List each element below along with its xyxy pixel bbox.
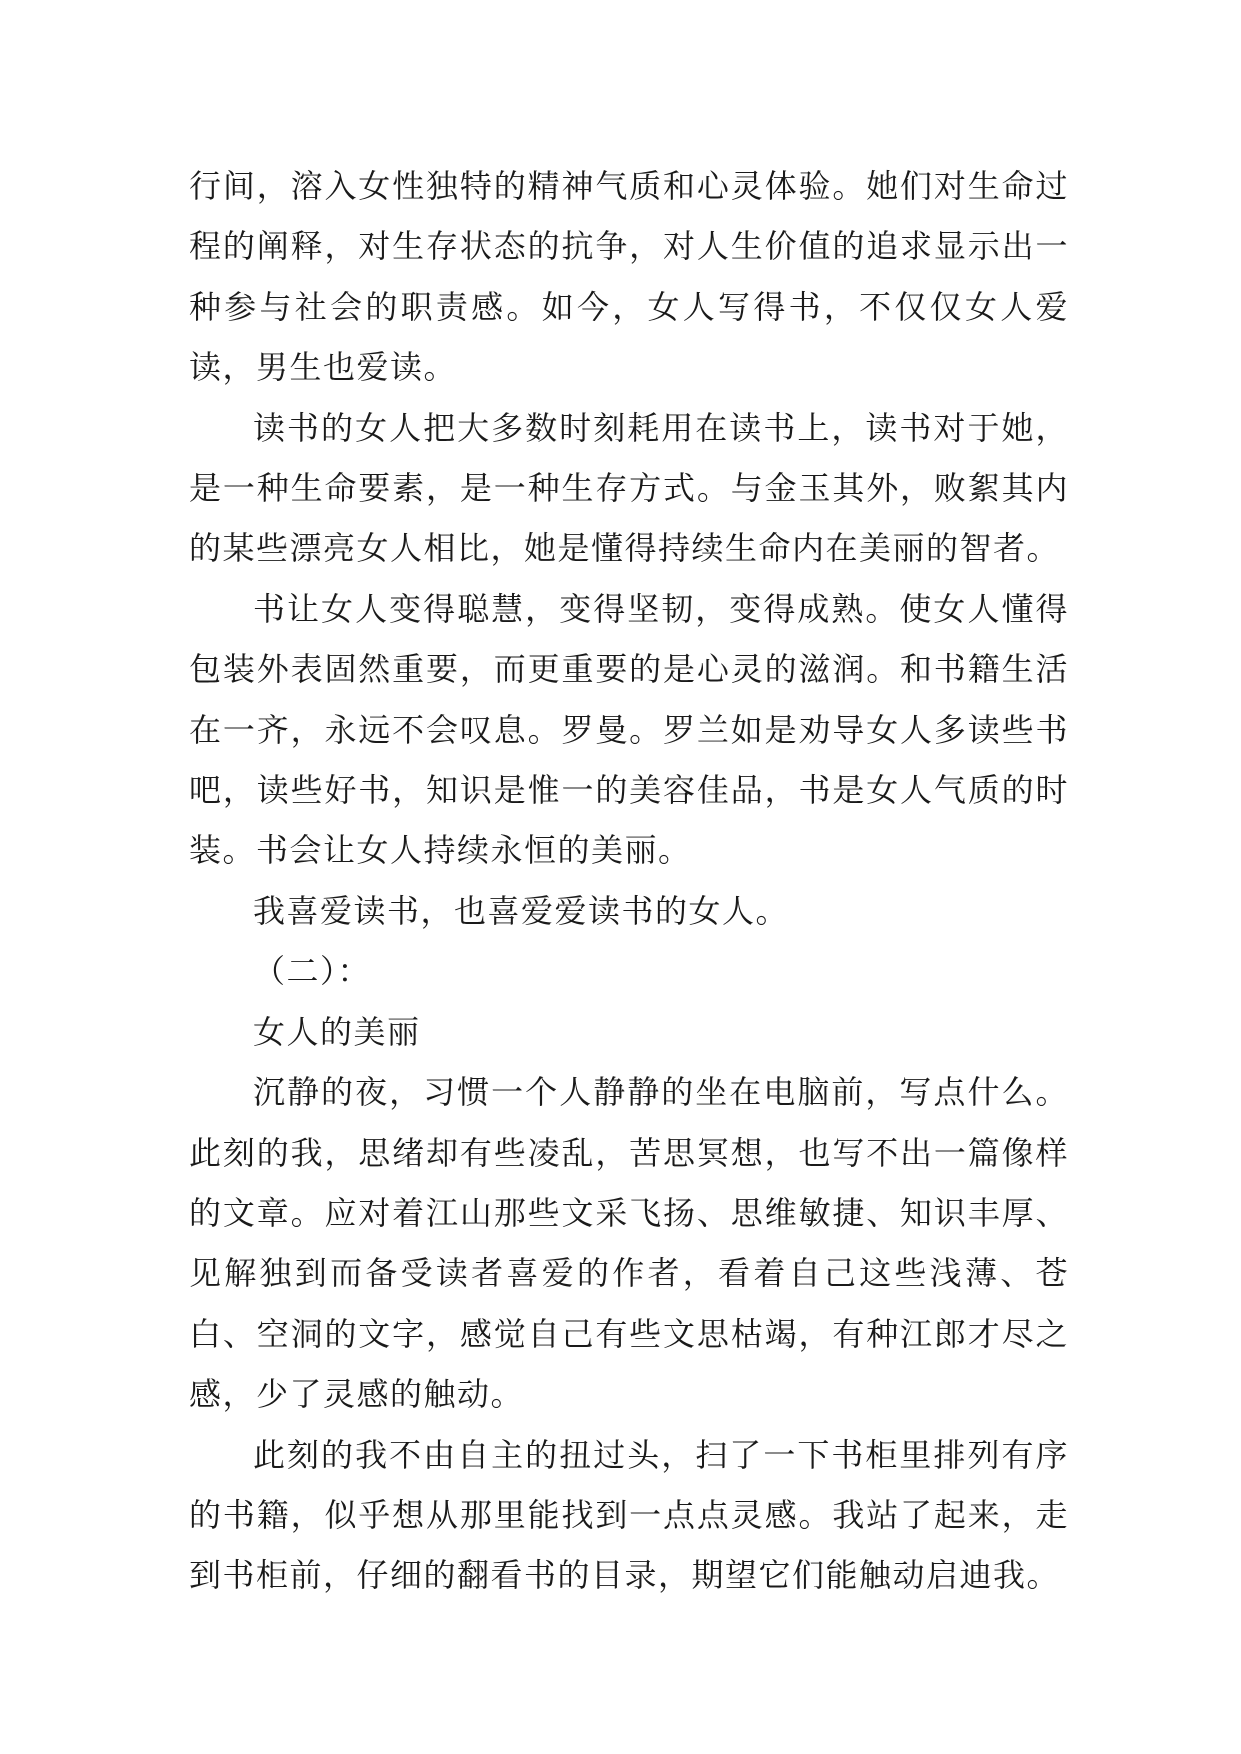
- paragraph-1: 行间，溶入女性独特的精神气质和心灵体验。她们对生命过程的阐释，对生存状态的抗争，对人生价值的追求显示出一种参与社会的职责感。如今，女人写得书，不仅仅女人爱读，男生也爱读。: [189, 167, 1069, 387]
- paragraph-2: 读书的女人把大多数时刻耗用在读书上，读书对于她，是一种生命要素，是一种生存方式。与金玉其外，败絮其内的某些漂亮女人相比，她是懂得持续生命内在美丽的智者。: [189, 408, 1069, 568]
- paragraph-7: 沉静的夜，习惯一个人静静的坐在电脑前，写点什么。此刻的我，思绪却有些凌乱，苦思冥想，也写不出一篇像样的文章。应对着江山那些文采飞扬、思维敏捷、知识丰厚、见解独到而备受读者喜爱的作者，看着自己这些浅薄、苍白、空洞的文字，感觉自己有些文思枯竭，有种江郎才尽之感，少了灵感的触动。: [189, 1073, 1069, 1414]
- body-text: [189, 156, 1069, 1606]
- section-title: 女人的美丽: [253, 1012, 421, 1051]
- paragraph-3: 书让女人变得聪慧，变得坚韧，变得成熟。使女人懂得包装外表固然重要，而更重要的是心灵的滋润。和书籍生活在一齐，永远不会叹息。罗曼。罗兰如是劝导女人多读些书吧，读些好书，知识是惟一的美容佳品，书是女人气质的时装。书会让女人持续永恒的美丽。: [189, 589, 1069, 870]
- paragraph-4: 我喜爱读书，也喜爱爱读书的女人。: [253, 891, 790, 930]
- section-number: （二）：: [253, 952, 372, 991]
- paragraph-8: 此刻的我不由自主的扭过头，扫了一下书柜里排列有序的书籍，似乎想从那里能找到一点点灵感。我站了起来，走到书柜前，仔细的翻看书的目录，期望它们能触动启迪我。: [189, 1435, 1069, 1595]
